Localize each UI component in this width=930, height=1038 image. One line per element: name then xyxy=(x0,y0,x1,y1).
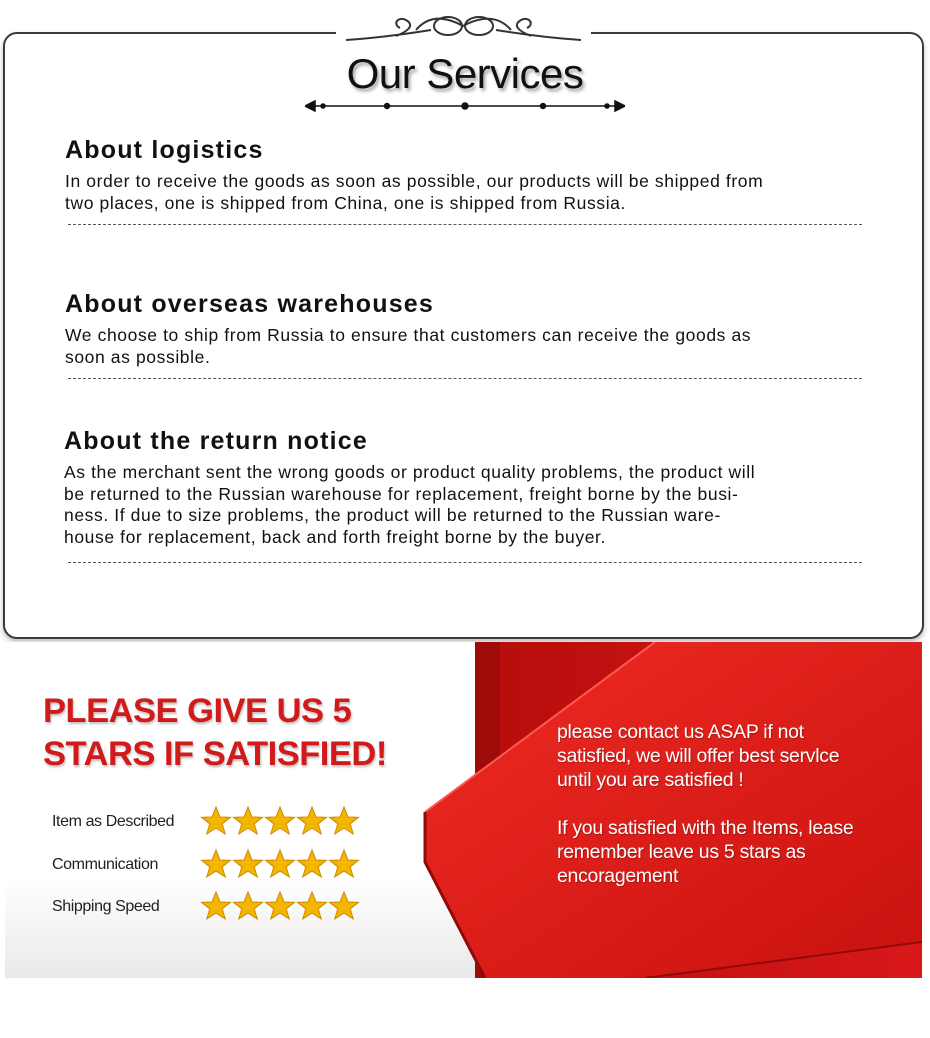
dashed-divider xyxy=(68,562,862,563)
star-icon xyxy=(296,805,328,837)
rating-row-communication xyxy=(52,848,372,882)
five-star-banner xyxy=(5,642,922,978)
contact-message: please contact us ASAP if not satisfied, we will offer best servlce until you are satisfied ! xyxy=(557,721,840,791)
rating-row-item-as-described xyxy=(52,805,372,839)
section-heading: About the return notice xyxy=(64,427,368,455)
star-icon xyxy=(264,848,296,880)
dashed-divider xyxy=(68,224,862,225)
star-rating xyxy=(200,805,360,837)
dashed-divider xyxy=(68,378,862,379)
star-icon xyxy=(264,890,296,922)
star-icon xyxy=(296,890,328,922)
ornament-scroll-icon xyxy=(336,12,591,48)
star-icon xyxy=(328,805,360,837)
rating-label: Communication xyxy=(52,856,158,873)
star-icon xyxy=(328,890,360,922)
rating-row-shipping-speed xyxy=(52,890,372,924)
rating-label: Item as Described xyxy=(52,813,175,830)
star-rating xyxy=(200,848,360,880)
section-return-notice xyxy=(64,426,864,548)
section-body: In order to receive the goods as soon as possible, our products will be shipped from two places, one is shipped from China, one is shipped from Russia. xyxy=(65,171,764,213)
star-rating xyxy=(200,890,360,922)
star-icon xyxy=(200,805,232,837)
rating-label: Shipping Speed xyxy=(52,898,160,915)
star-icon xyxy=(232,805,264,837)
star-icon xyxy=(264,805,296,837)
star-icon xyxy=(232,890,264,922)
section-overseas-warehouses xyxy=(65,289,865,368)
section-logistics xyxy=(65,135,865,214)
star-icon xyxy=(200,848,232,880)
star-icon xyxy=(296,848,328,880)
star-icon xyxy=(328,848,360,880)
star-icon xyxy=(200,890,232,922)
section-heading: About logistics xyxy=(65,136,264,164)
review-message: If you satisfied with the Items, lease remember leave us 5 stars as encoragement xyxy=(557,817,854,887)
section-body: We choose to ship from Russia to ensure that customers can receive the goods as soon as possible. xyxy=(65,325,752,367)
section-body: As the merchant sent the wrong goods or product quality problems, the product will be returned to the Russian warehouse for replacement, freight borne by the busi- ness. If due to size problems, the product will be returned to the Russian ware- house for replacement, back and forth freight borne by the buyer. xyxy=(64,462,756,547)
section-heading: About overseas warehouses xyxy=(65,290,435,318)
ornament-arrow-divider-icon xyxy=(305,98,625,114)
page-title: Our Services xyxy=(346,50,584,97)
star-icon xyxy=(232,848,264,880)
headline: PLEASE GIVE US 5 STARS IF SATISFIED! xyxy=(43,692,387,773)
